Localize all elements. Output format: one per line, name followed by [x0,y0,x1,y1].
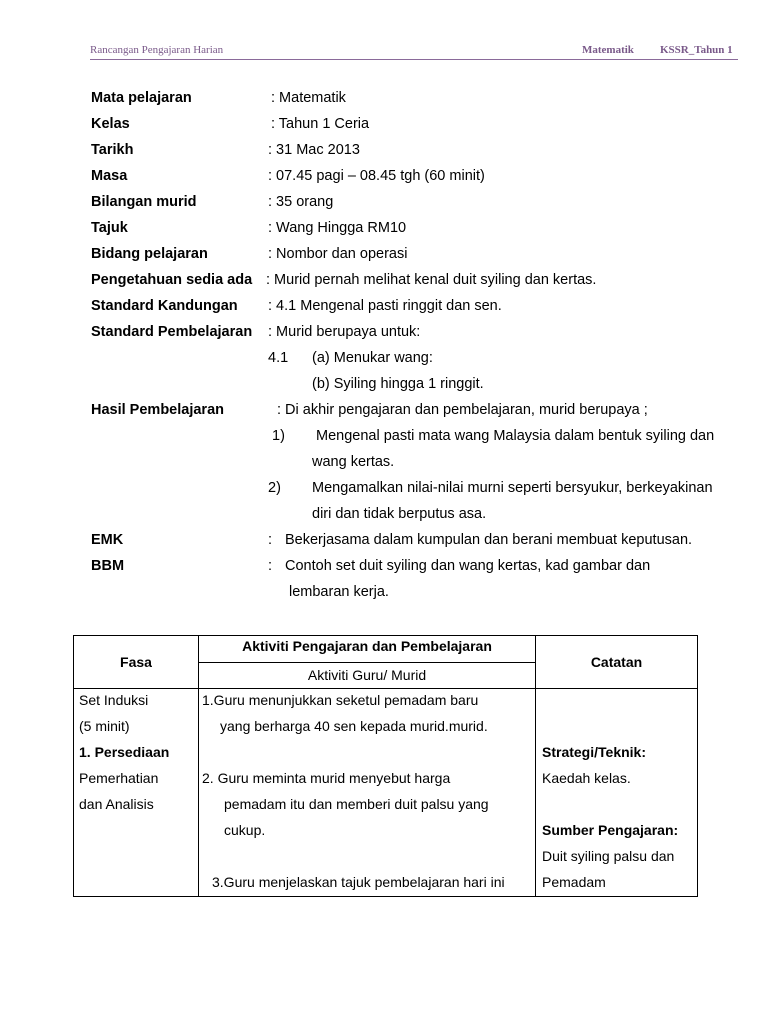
standard-pembelajaran-item-b: (b) Syiling hingga 1 ringgit. [312,376,484,392]
fasa-line: Set Induksi [79,692,149,708]
value-emk: Bekerjasama dalam kumpulan dan berani membuat keputusan. [285,532,693,548]
hasil-item-2-line-2: diri dan tidak berputus asa. [312,506,487,522]
hasil-item-1-number: 1) [272,428,285,444]
header-catatan: Catatan [536,636,698,689]
aktiviti-line: cukup. [224,822,266,838]
header-fasa: Fasa [74,636,199,689]
label-mata-pelajaran: Mata pelajaran [91,90,192,106]
label-kelas: Kelas [91,116,130,132]
label-masa: Masa [91,168,128,184]
fasa-cell [74,689,199,897]
value-masa: : 07.45 pagi – 08.45 tgh (60 minit) [268,168,485,184]
label-standard-pembelajaran: Standard Pembelajaran [91,324,253,340]
activity-table [73,635,698,897]
header-subject: Matematik [582,44,634,56]
header-divider [90,59,738,60]
table-header-row [74,636,698,663]
value-bbm-line-2: lembaran kerja. [289,584,389,600]
value-tarikh: : 31 Mac 2013 [268,142,360,158]
strategi-label: Strategi/Teknik: [542,744,646,760]
value-hasil-pembelajaran: : Di akhir pengajaran dan pembelajaran, murid berupaya ; [277,402,648,418]
sumber-label: Sumber Pengajaran: [542,822,679,838]
label-bilangan-murid: Bilangan murid [91,194,197,210]
fasa-line: dan Analisis [79,796,154,812]
value-standard-kandungan: : 4.1 Mengenal pasti ringgit dan sen. [268,298,502,314]
hasil-item-2-number: 2) [268,480,281,496]
value-mata-pelajaran: : Matematik [271,90,346,106]
hasil-item-1-line-1: Mengenal pasti mata wang Malaysia dalam bentuk syiling dan [316,428,715,444]
strategi-value: Kaedah kelas. [542,770,631,786]
header-doc-title: Rancangan Pengajaran Harian [90,44,224,56]
label-hasil-pembelajaran: Hasil Pembelajaran [91,402,224,418]
aktiviti-line: yang berharga 40 sen kepada murid.murid. [220,718,488,734]
aktiviti-cell [199,689,536,897]
sumber-line: Pemadam [542,874,606,890]
label-tarikh: Tarikh [91,142,134,158]
standard-pembelajaran-number: 4.1 [268,350,289,366]
label-pengetahuan: Pengetahuan sedia ada [91,272,253,288]
bbm-colon: : [268,558,273,574]
fasa-line: (5 minit) [79,718,130,734]
label-emk: EMK [91,532,124,548]
aktiviti-line: pemadam itu dan memberi duit palsu yang [224,796,489,812]
table-row [74,689,698,897]
value-standard-pembelajaran: : Murid berupaya untuk: [268,324,421,340]
aktiviti-line: 2. Guru meminta murid menyebut harga [202,770,451,786]
catatan-cell [536,689,698,897]
fasa-line: 1. Persediaan [79,744,170,760]
sumber-line: Duit syiling palsu dan [542,848,675,864]
label-bidang-pelajaran: Bidang pelajaran [91,246,208,262]
header-aktiviti-guru-murid: Aktiviti Guru/ Murid [199,663,536,689]
hasil-item-1-line-2: wang kertas. [312,454,395,470]
label-standard-kandungan: Standard Kandungan [91,298,238,314]
header-kssr: KSSR_Tahun 1 [660,44,733,56]
value-pengetahuan: : Murid pernah melihat kenal duit syiling dan kertas. [266,272,597,288]
standard-pembelajaran-item-a: (a) Menukar wang: [312,350,433,366]
hasil-item-2-line-1: Mengamalkan nilai-nilai murni seperti bersyukur, berkeyakinan [312,480,713,496]
value-bidang-pelajaran: : Nombor dan operasi [268,246,408,262]
fasa-line: Pemerhatian [79,770,159,786]
emk-colon: : [268,532,273,548]
aktiviti-line: 1.Guru menunjukkan seketul pemadam baru [202,692,479,708]
value-kelas: : Tahun 1 Ceria [271,116,370,132]
value-bilangan-murid: : 35 orang [268,194,334,210]
aktiviti-line: 3.Guru menjelaskan tajuk pembelajaran hari ini [212,874,505,890]
header-aktiviti-title: Aktiviti Pengajaran dan Pembelajaran [199,636,536,663]
label-tajuk: Tajuk [91,220,128,236]
value-bbm-line-1: Contoh set duit syiling dan wang kertas, kad gambar dan [285,558,651,574]
page-header [90,44,738,58]
label-bbm: BBM [91,558,125,574]
value-tajuk: : Wang Hingga RM10 [268,220,407,236]
